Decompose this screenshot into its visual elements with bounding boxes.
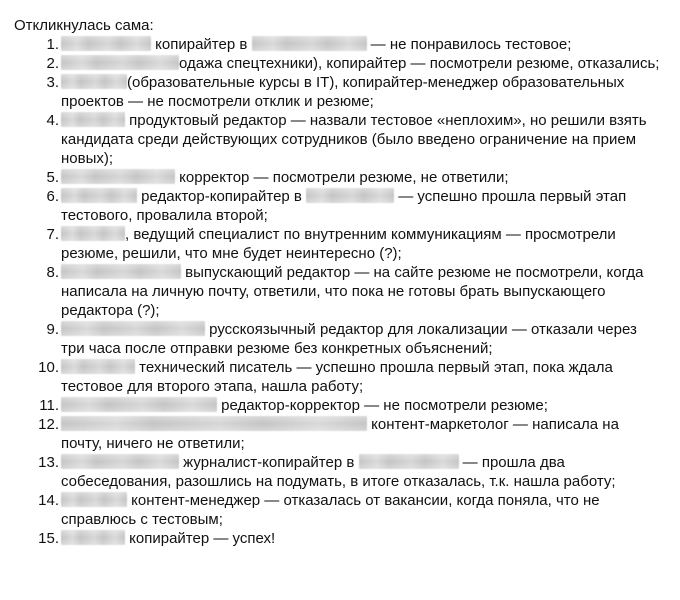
item-text: журналист-копирайтер в <box>179 454 355 471</box>
item-number: 10. <box>38 359 59 376</box>
heading: Откликнулась сама: <box>14 17 154 34</box>
item-text: копирайтер в <box>151 36 248 53</box>
item-text: контент-маркетолог — написала на почту, ничего не ответили; <box>61 416 619 452</box>
item-number: 2. <box>46 55 59 72</box>
item-number: 13. <box>38 454 59 471</box>
list-item <box>14 396 680 415</box>
item-text: продуктовый редактор — назвали тестовое «неплохим», но решили взять кандидата среди действующих сотрудников (было введено ограничение на прием новых); <box>61 112 647 167</box>
item-number: 11. <box>39 397 59 414</box>
redacted-company-name <box>61 188 137 203</box>
list-item <box>14 111 680 168</box>
item-text: редактор-корректор — не посмотрели резюме; <box>217 397 548 414</box>
list-item <box>14 73 680 111</box>
item-text: одажа спецтехники), копирайтер — посмотрели резюме, отказались; <box>179 55 660 72</box>
redacted-company-name <box>61 226 125 241</box>
item-text: контент-менеджер — отказалась от вакансии, когда поняла, что не справлюсь с тестовым; <box>61 492 600 528</box>
list-item <box>14 187 680 225</box>
redacted-company-name <box>61 36 151 51</box>
list-item <box>14 453 680 491</box>
list-item <box>14 529 680 548</box>
list-item <box>14 35 680 54</box>
redacted-company-name <box>61 397 217 412</box>
item-text: технический писатель — успешно прошла первый этап, пока ждала тестовое для второго этапа, нашла работу; <box>61 359 613 395</box>
redacted-company-name <box>61 454 179 469</box>
list-item <box>14 415 680 453</box>
item-text: русскоязычный редактор для локализации — отказали через три часа после отправки резюме без конкретных объяснений; <box>61 321 637 357</box>
item-number: 3. <box>46 74 59 91</box>
item-text: корректор — посмотрели резюме, не ответили; <box>175 169 509 186</box>
list-item <box>14 225 680 263</box>
item-number: 4. <box>46 112 59 129</box>
redacted-company-name <box>306 188 394 203</box>
item-text: выпускающий редактор — на сайте резюме не посмотрели, когда написала на личную почту, ответили, что пока не готовы брать выпускающего редактора (?); <box>61 264 644 319</box>
redacted-company-name <box>61 492 127 507</box>
redacted-company-name <box>61 169 175 184</box>
item-number: 12. <box>38 416 59 433</box>
item-number: 1. <box>46 36 59 53</box>
item-number: 8. <box>46 264 59 281</box>
list-item <box>14 358 680 396</box>
item-number: 14. <box>38 492 59 509</box>
redacted-company-name <box>61 359 135 374</box>
item-number: 15. <box>38 530 59 547</box>
item-text: редактор-копирайтер в <box>137 188 302 205</box>
list-item <box>14 263 680 320</box>
item-text: (образовательные курсы в IT), копирайтер-менеджер образовательных проектов — не посмотрели отклик и резюме; <box>61 74 625 110</box>
redacted-company-name <box>61 416 367 431</box>
item-text-continued: — не понравилось тестовое; <box>366 36 572 53</box>
redacted-company-name <box>61 55 179 70</box>
item-number: 6. <box>46 188 59 205</box>
list-item <box>14 491 680 529</box>
redacted-company-name <box>61 74 127 89</box>
response-list <box>14 35 680 548</box>
list-item <box>14 168 680 187</box>
item-text: копирайтер — успех! <box>125 530 276 547</box>
item-number: 7. <box>46 226 59 243</box>
redacted-company-name <box>61 321 205 336</box>
item-number: 9. <box>46 321 59 338</box>
redacted-company-name <box>61 264 181 279</box>
item-text-continued: — прошла два собеседования, разошлись на подумать, в итоге отказалась, т.к. нашла работу; <box>61 454 616 490</box>
item-number: 5. <box>46 169 59 186</box>
list-item <box>14 320 680 358</box>
redacted-company-name <box>359 454 459 469</box>
redacted-company-name <box>61 530 125 545</box>
item-text: , ведущий специалист по внутренним коммуникациям — просмотрели резюме, решили, что мне будет неинтересно (?); <box>61 226 616 262</box>
redacted-company-name <box>61 112 125 127</box>
item-text-continued: — успешно прошла первый этап тестового, провалила второй; <box>61 188 627 224</box>
redacted-company-name <box>252 36 367 51</box>
list-item <box>14 54 680 73</box>
